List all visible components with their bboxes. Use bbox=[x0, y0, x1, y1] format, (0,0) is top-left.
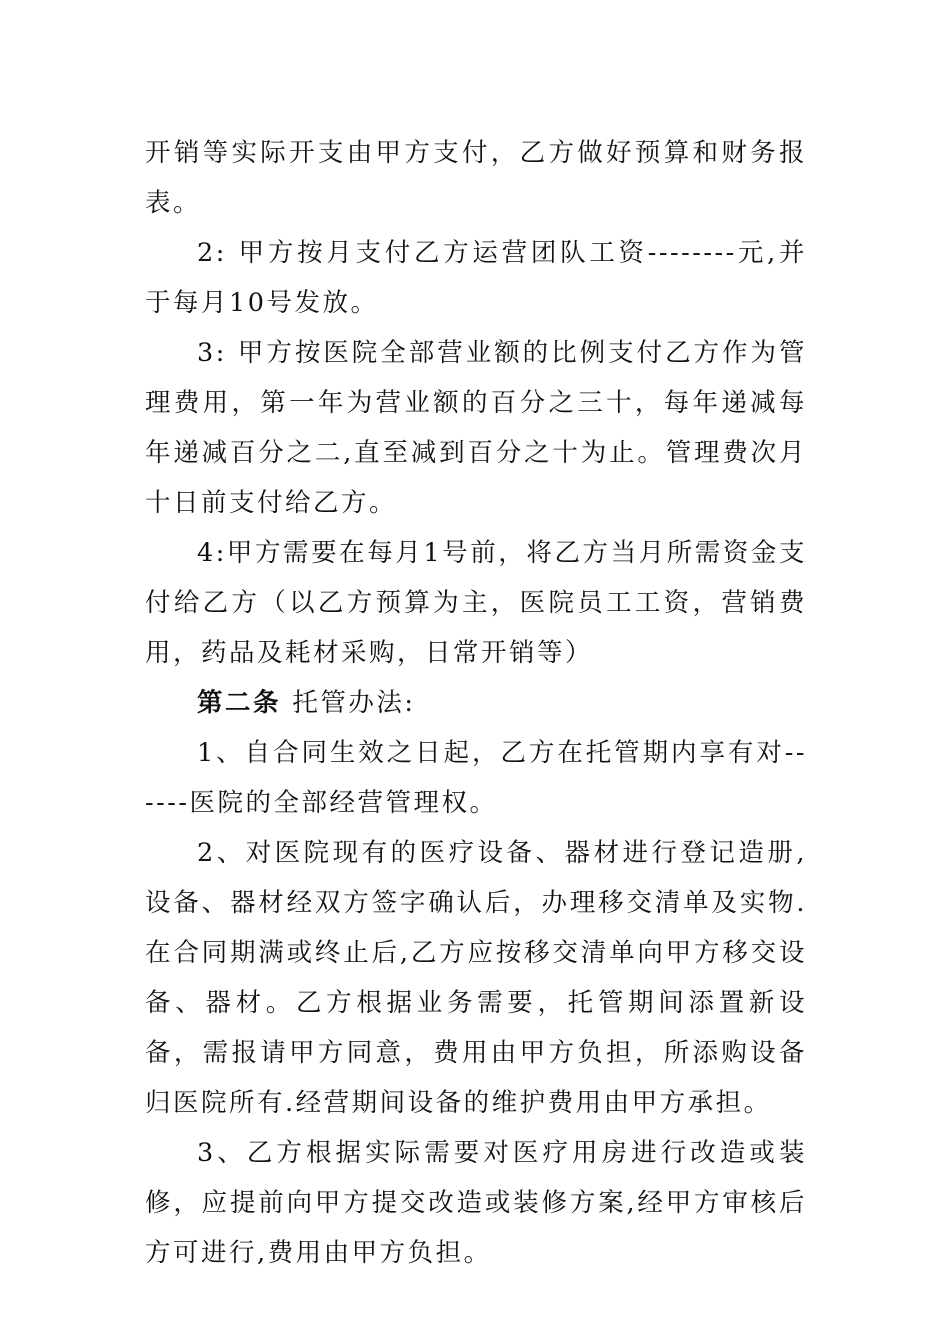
paragraph-item-2: 2、对医院现有的医疗设备、器材进行登记造册,设备、器材经双方签字确认后，办理移交清单及实物.在合同期满或终止后,乙方应按移交清单向甲方移交设备、器材。乙方根据业务需要，托管期间添置新设备，需报请甲方同意，费用由甲方负担，所添购设备归医院所有.经营期间设备的维护费用由甲方承担。 bbox=[145, 838, 807, 1118]
section-heading bbox=[145, 678, 807, 728]
paragraph-item-1: 1、自合同生效之日起，乙方在托管期内享有对------医院的全部经营管理权。 bbox=[145, 738, 807, 818]
paragraph-clause-3: 3: 甲方按医院全部营业额的比例支付乙方作为管理费用，第一年为营业额的百分之三十，每年递减每年递减百分之二,直至减到百分之十为止。管理费次月十日前支付给乙方。 bbox=[145, 338, 807, 518]
paragraph-item-3: 3、乙方根据实际需要对医疗用房进行改造或装修，应提前向甲方提交改造或装修方案,经甲方审核后方可进行,费用由甲方负担。 bbox=[145, 1138, 807, 1268]
paragraph-clause-2: 2: 甲方按月支付乙方运营团队工资--------元,并于每月10号发放。 bbox=[145, 238, 807, 318]
document-body bbox=[145, 128, 807, 1278]
section-subtitle: 托管办法: bbox=[292, 688, 416, 718]
section-title: 第二条 bbox=[197, 688, 282, 718]
paragraph-continuation: 开销等实际开支由甲方支付，乙方做好预算和财务报表。 bbox=[145, 138, 807, 218]
paragraph-clause-4: 4:甲方需要在每月1号前，将乙方当月所需资金支付给乙方（以乙方预算为主，医院员工工资，营销费用，药品及耗材采购，日常开销等） bbox=[145, 538, 807, 668]
